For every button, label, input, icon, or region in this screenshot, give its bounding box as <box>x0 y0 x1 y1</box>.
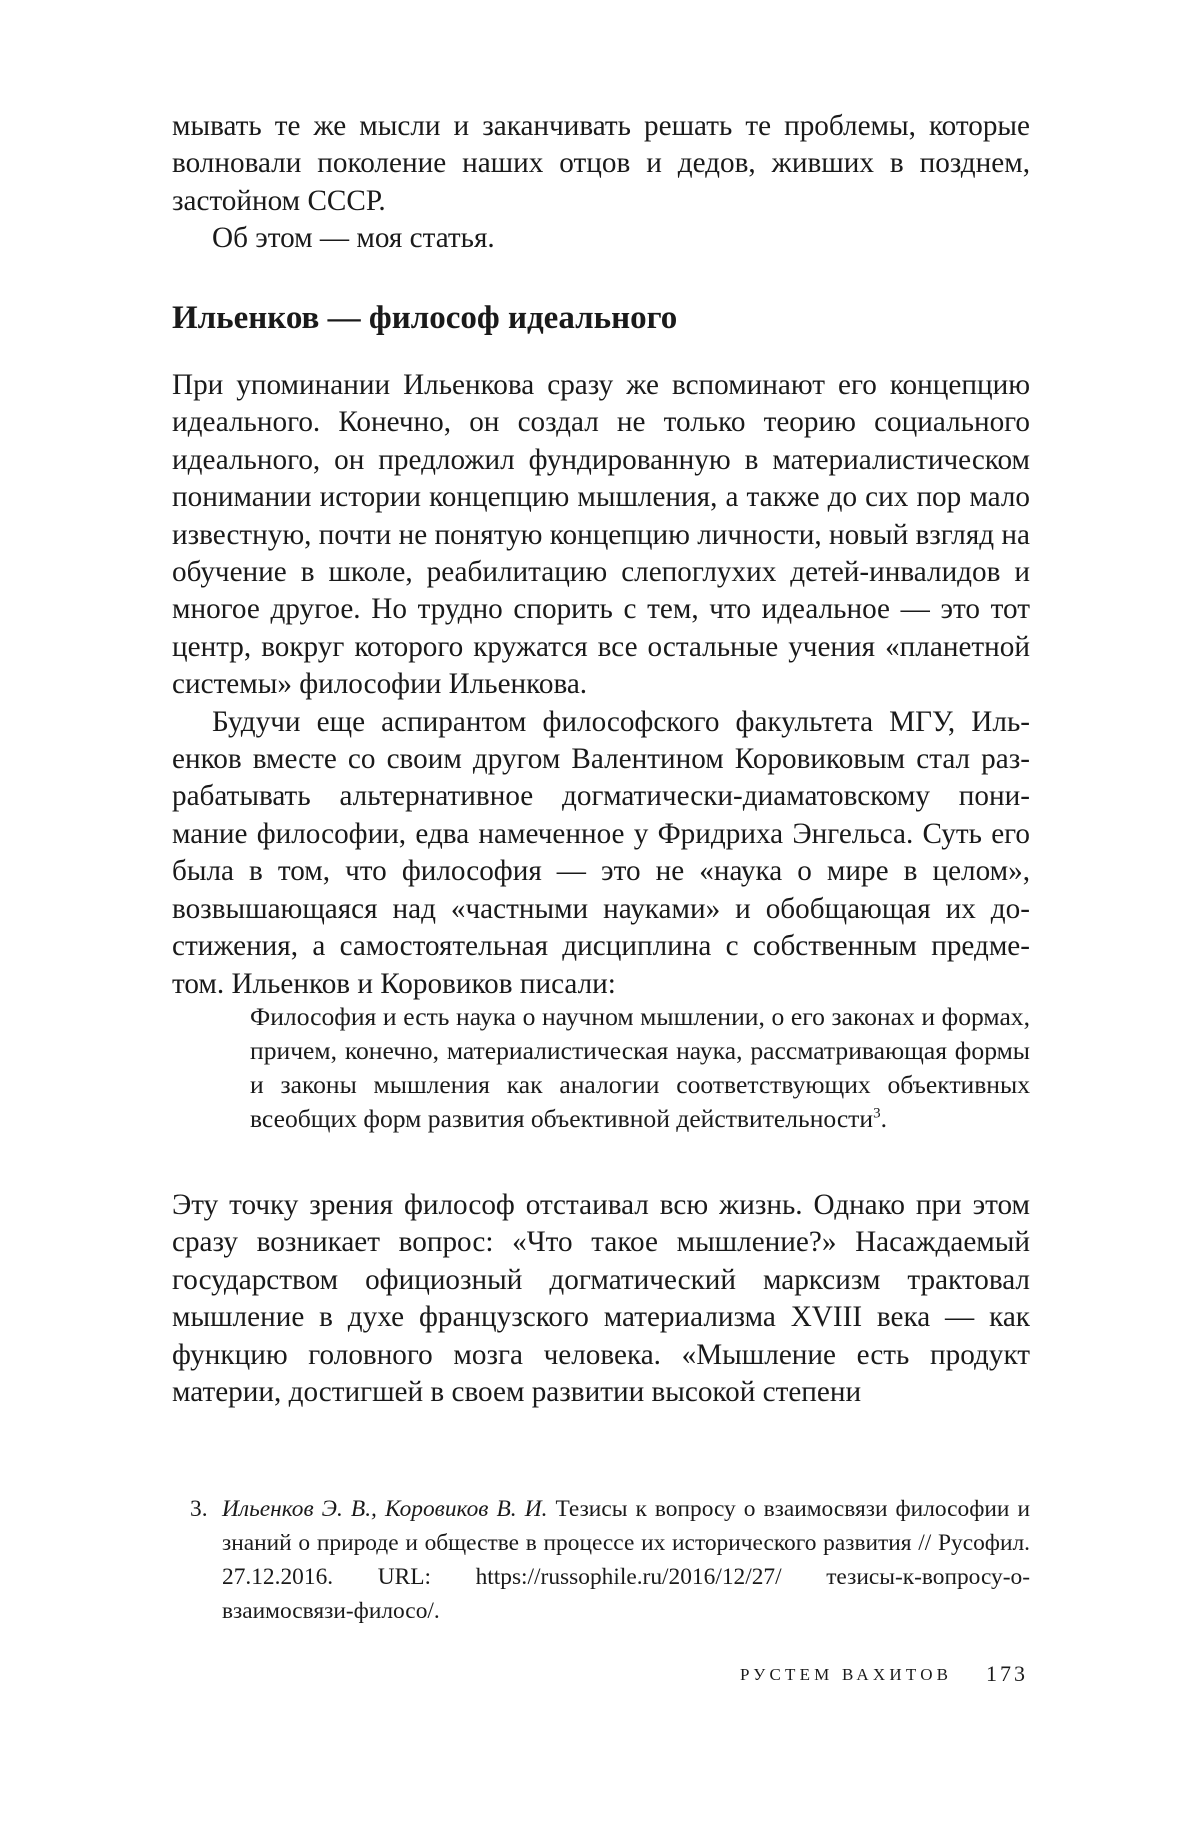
body-text <box>172 367 1030 1003</box>
block-quote-end: . <box>880 1104 887 1133</box>
block-quote-text: Философия и есть наука о научном мышлении, о его законах и формах, причем, конечно, материалистическая наука, рассматривающая формы и законы мышления как аналогии соответствующих объективных всеобщих форм развития объективной действительности <box>250 1002 1030 1133</box>
page-number: 173 <box>986 1661 1028 1686</box>
footnote-authors: Ильенков Э. В., Коровиков В. И. <box>222 1496 548 1522</box>
top-paragraph <box>172 108 1030 258</box>
running-head: РУСТЕМ ВАХИТОВ <box>740 1665 953 1684</box>
top-paragraph-line-2: волновали поколение наших отцов и дедов, живших в позднем, <box>172 147 1030 180</box>
footnote-reference[interactable]: 3 <box>873 1105 881 1122</box>
top-paragraph-closing: Об этом — моя статья. <box>212 222 495 255</box>
section-heading: Ильенков — философ идеального <box>172 300 678 336</box>
body-text-continued <box>172 1187 1030 1411</box>
footnote-number: 3. <box>190 1496 208 1522</box>
top-paragraph-line-3: застойном СССР. <box>172 184 386 217</box>
block-quote <box>250 1000 1030 1136</box>
paragraph-3: Эту точку зрения философ отстаивал всю жизнь. Однако при этом сразу возникает вопрос: «Что такое мышление?» Насаждаемый государством официозный догматический марксизм трактовал мышление в духе французского материализма XVIII века — как функцию головного мозга человека. «Мышление есть продукт материи, достигшей в своем развитии высокой степени <box>172 1189 1030 1409</box>
top-paragraph-line-1: мывать те же мысли и заканчивать решать те проблемы, которые <box>172 110 1030 142</box>
footnote-text: Тезисы к вопросу о взаимосвязи философии и знаний о природе и обществе в процессе их исторического развития // Русофил. 27.12.2016. URL: https://russophile.ru/2016/12/27/ тезисы-к-вопросу-о-взаимосвязи-филосо/. <box>222 1496 1031 1624</box>
paragraph-2: Будучи еще аспирантом философского факультета МГУ, Ильенков вместе со своим другом Валентином Коровиковым стал разрабатывать альтернативное догматически-диаматовскому понимание философии, едва намеченное у Фридриха Энгельса. Суть его была в том, что философия — это не «наука о мире в целом», возвышающаяся над «частными науками» и обобщающая их достижения, а самостоятельная дисциплина с собственным предметом. Ильенков и Коровиков писали: <box>172 705 1030 1000</box>
footnote <box>190 1492 1031 1628</box>
paragraph-1: При упоминании Ильенкова сразу же вспоминают его концепцию идеального. Конечно, он создал не только теорию социального идеального, он предложил фундированную в материалистическом понимании истории концепцию мышления, а также до сих пор мало известную, почти не понятую концепцию личности, новый взгляд на обучение в школе, реабилитацию слепоглухих детей-инвалидов и многое другое. Но трудно спорить с тем, что идеальное — это тот центр, вокруг которого кружатся все остальные учения «планетной системы» философии Ильенкова. <box>172 369 1030 701</box>
